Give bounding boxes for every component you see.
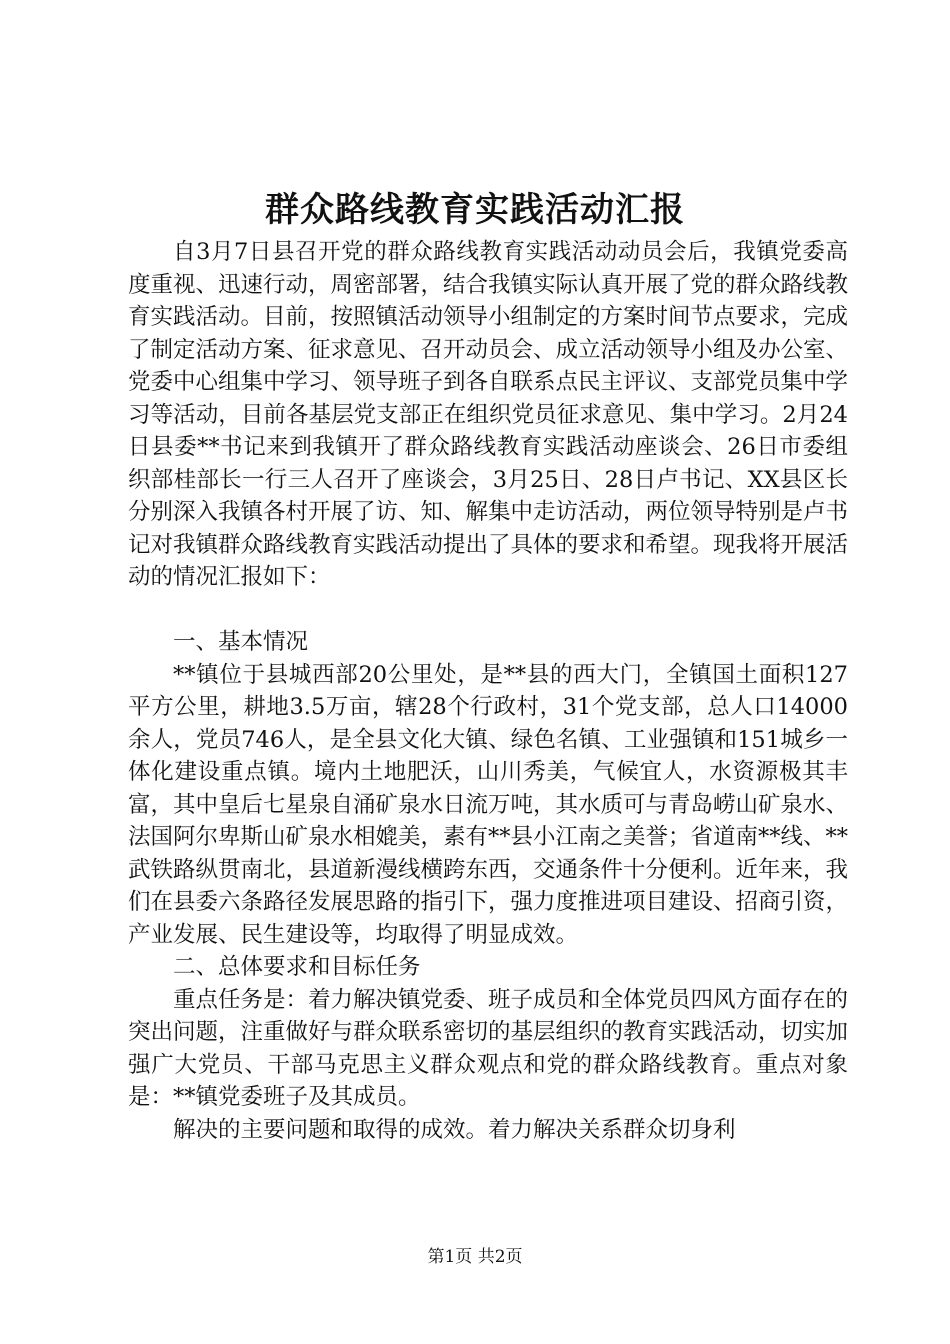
section-heading-goals: 二、总体要求和目标任务 [173, 954, 421, 980]
document-body [128, 236, 848, 1146]
page-footer: 第1页 共2页 [427, 1247, 523, 1267]
basic-info-paragraph: **镇位于县城西部20公里处，是**县的西大门，全镇国土面积127平方公里，耕地3.5万亩，辖28个行政村，31个党支部，总人口14000余人，党员746人，是全县文化大镇、绿色名镇、工业强镇和151城乡一体化建设重点镇。境内土地肥沃，山川秀美，气候宜人，水资源极其丰富，其中皇后七星泉自涌矿泉水日流万吨，其水质可与青岛崂山矿泉水、法国阿尔卑斯山矿泉水相媲美，素有**县小江南之美誉；省道南**线、**武铁路纵贯南北，县道新漫线横跨东西，交通条件十分便利。近年来，我们在县委六条路径发展思路的指引下，强力度推进项目建设、招商引资，产业发展、民生建设等，均取得了明显成效。 [128, 661, 849, 948]
main-problems-paragraph: 解决的主要问题和取得的成效。着力解决关系群众切身利 [173, 1116, 736, 1143]
intro-paragraph: 自3月7日县召开党的群众路线教育实践活动动员会后，我镇党委高度重视、迅速行动，周密部署，结合我镇实际认真开展了党的群众路线教育实践活动。目前，按照镇活动领导小组制定的方案时间节点要求，完成了制定活动方案、征求意见、召开动员会、成立活动领导小组及办公室、党委中心组集中学习、领导班子到各自联系点民主评议、支部党员集中学习等活动，目前各基层党支部正在组织党员征求意见、集中学习。2月24日县委**书记来到我镇开了群众路线教育实践活动座谈会、26日市委组织部桂部长一行三人召开了座谈会，3月25日、28日卢书记、XX县区长分别深入我镇各村开展了访、知、解集中走访活动，两位领导特别是卢书记对我镇群众路线教育实践活动提出了具体的要求和希望。现我将开展活动的情况汇报如下： [128, 239, 849, 590]
document-title: 群众路线教育实践活动汇报 [265, 190, 685, 230]
key-tasks-paragraph: 重点任务是：着力解决镇党委、班子成员和全体党员四风方面存在的突出问题，注重做好与群众联系密切的基层组织的教育实践活动，切实加强广大党员、干部马克思主义群众观点和党的群众路线教育。重点对象是：**镇党委班子及其成员。 [128, 986, 849, 1110]
section-heading-basic: 一、基本情况 [173, 629, 309, 655]
